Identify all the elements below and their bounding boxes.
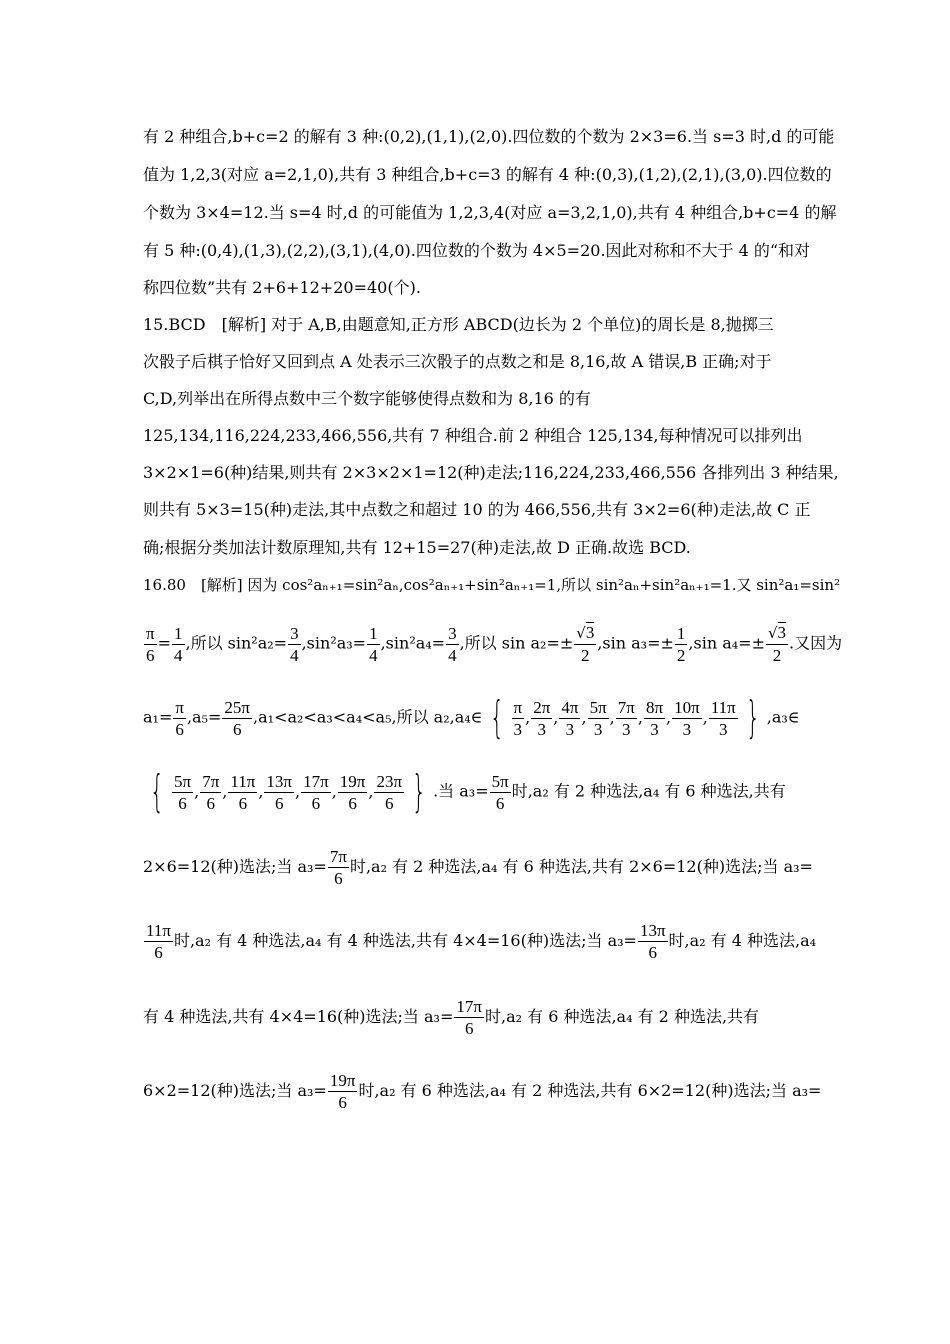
text-line: 3×2×1=6(种)结果,则共有 2×3×2×1=12(种)走法;116,224,233,466,556 各排列出 3 种结果, bbox=[143, 463, 839, 482]
fraction: $\frac{3}{4}$ bbox=[448, 623, 457, 665]
set-element-fraction: $\frac{5\pi}{6}$ bbox=[174, 771, 192, 813]
set-element-fraction: $\frac{\pi}{3}$ bbox=[513, 697, 523, 739]
fraction-root: $\frac{√3}{2}$ bbox=[767, 623, 787, 665]
fraction: $\frac{1}{4}$ bbox=[174, 623, 183, 665]
fraction: $\frac{\pi}{6}$ bbox=[175, 697, 184, 739]
text-line: 值为 1,2,3(对应 a=2,1,0),共有 3 种组合,b+c=3 的解有 4 种:(0,3),(1,2),(2,1),(3,0).四位数的 bbox=[143, 165, 832, 184]
formula-line: 有 4 种选法,共有 4×4=16(种)选法;当 a₃= $\frac{17\pi}{6}$ 时,a₂ 有 6 种选法,a₄ 有 2 种选法,共有 bbox=[143, 997, 760, 1038]
formula-line: $\frac{11\pi}{6}$ 时,a₂ 有 4 种选法,a₄ 有 4 种选法,共有 4×4=16(种)选法;当 a₃= $\frac{13\pi}{6}$ 时,a₂ 有 4 种选法,a₄ bbox=[146, 921, 817, 962]
fraction: $\frac{3}{4}$ bbox=[290, 623, 299, 665]
set-element-fraction: $\frac{23\pi}{6}$ bbox=[376, 771, 403, 813]
formula-line: a₁= $\frac{\pi}{6}$ ,a₅= $\frac{25\pi}{6}$ ,a₁<a₂<a₃<a₄<a₅,所以 a₂,a₄∈ { $\frac{\pi}{3}$ , $\frac{2\pi}{3}$ , $\frac{4\pi}{3}$ , $\frac{5\pi}{3}$ , $\frac{7\pi}{3}$ , $\frac{8\pi}{3}$ , $\frac{10\pi}{3}$ , $\frac{11\pi}{3}$ } ,a₃∈ bbox=[143, 692, 800, 743]
fraction: $\frac{\pi}{6}$ bbox=[146, 623, 155, 665]
text-line: 16.80 [解析] 因为 cos²aₙ₊₁=sin²aₙ,cos²aₙ₊₁+sin²aₙ₊₁=1,所以 sin²aₙ+sin²aₙ₊₁=1.又 sin²a₁=sin² bbox=[143, 576, 841, 594]
set-element-fraction: $\frac{10\pi}{3}$ bbox=[674, 697, 700, 739]
set-element-fraction: $\frac{7\pi}{6}$ bbox=[202, 771, 220, 813]
set-element-fraction: $\frac{11\pi}{6}$ bbox=[230, 771, 256, 813]
set-element-fraction: $\frac{7\pi}{3}$ bbox=[617, 697, 635, 739]
text-line: 则共有 5×3=15(种)走法,其中点数之和超过 10 的为 466,556,共有 3×2=6(种)走法,故 C 正 bbox=[143, 500, 811, 519]
fraction: $\frac{19\pi}{6}$ bbox=[329, 1071, 356, 1112]
fraction: $\frac{13\pi}{6}$ bbox=[639, 921, 666, 962]
text-line: C,D,列举出在所得点数中三个数字能够使得点数和为 8,16 的有 bbox=[143, 389, 591, 408]
set-element-fraction: $\frac{11\pi}{3}$ bbox=[710, 697, 736, 739]
formula-line: 2×6=12(种)选法;当 a₃= $\frac{7\pi}{6}$ 时,a₂ 有 2 种选法,a₄ 有 6 种选法,共有 2×6=12(种)选法;当 a₃= bbox=[143, 847, 813, 888]
fraction: $\frac{11\pi}{6}$ bbox=[146, 921, 171, 962]
text-line: 确;根据分类加法计数原理知,共有 12+15=27(种)走法,故 D 正确.故选 BCD. bbox=[143, 538, 691, 557]
text-line: 15.BCD [解析] 对于 A,B,由题意知,正方形 ABCD(边长为 2 个单位)的周长是 8,抛掷三 bbox=[143, 315, 774, 334]
text-line: 125,134,116,224,233,466,556,共有 7 种组合.前 2 种组合 125,134,每种情况可以排列出 bbox=[143, 426, 803, 445]
set-element-fraction: $\frac{13\pi}{6}$ bbox=[266, 771, 293, 813]
fraction: $\frac{1}{4}$ bbox=[369, 623, 378, 665]
set-a3: $\frac{5\pi}{6}$ , $\frac{7\pi}{6}$ , $\frac{11\pi}{6}$ , $\frac{13\pi}{6}$ , $\frac{17\pi}{6}$ , $\frac{19\pi}{6}$ , $\frac{23\pi}{6}$ bbox=[174, 771, 403, 813]
formula-line: $\frac{\pi}{6}$ = $\frac{1}{4}$ ,所以 sin²a₂= $\frac{3}{4}$ ,sin²a₃= $\frac{1}{4}$ ,sin²a₄= $\frac{3}{4}$ ,所以 sin a₂=± $\frac{√3}{2}$ ,sin a₃=± $\frac{1}{2}$ ,sin a₄=± $\frac{√3}{2}$ .又因为 bbox=[146, 623, 843, 665]
text-line: 称四位数”共有 2+6+12+20=40(个). bbox=[143, 278, 421, 297]
set-element-fraction: $\frac{19\pi}{6}$ bbox=[339, 771, 366, 813]
formula-line: { $\frac{5\pi}{6}$ , $\frac{7\pi}{6}$ , $\frac{11\pi}{6}$ , $\frac{13\pi}{6}$ , $\frac{17\pi}{6}$ , $\frac{19\pi}{6}$ , $\frac{23\pi}{6}$ } .当 a₃= $\frac{5\pi}{6}$ 时,a₂ 有 2 种选法,a₄ 有 6 种选法,共有 bbox=[150, 766, 786, 817]
fraction: $\frac{5\pi}{6}$ bbox=[491, 771, 509, 813]
set-element-fraction: $\frac{5\pi}{3}$ bbox=[589, 697, 607, 739]
set-a2-a4: $\frac{\pi}{3}$ , $\frac{2\pi}{3}$ , $\frac{4\pi}{3}$ , $\frac{5\pi}{3}$ , $\frac{7\pi}{3}$ , $\frac{8\pi}{3}$ , $\frac{10\pi}{3}$ , $\frac{11\pi}{3}$ bbox=[513, 697, 736, 739]
formula-line: 6×2=12(种)选法;当 a₃= $\frac{19\pi}{6}$ 时,a₂ 有 6 种选法,a₄ 有 2 种选法,共有 6×2=12(种)选法;当 a₃= bbox=[143, 1071, 822, 1112]
set-element-fraction: $\frac{17\pi}{6}$ bbox=[303, 771, 329, 813]
text-line: 个数为 3×4=12.当 s=4 时,d 的可能值为 1,2,3,4(对应 a=3,2,1,0),共有 4 种组合,b+c=4 的解 bbox=[143, 203, 837, 222]
text-line: 有 2 种组合,b+c=2 的解有 3 种:(0,2),(1,1),(2,0).四位数的个数为 2×3=6.当 s=3 时,d 的可能 bbox=[143, 127, 835, 146]
fraction: $\frac{25\pi}{6}$ bbox=[224, 697, 250, 739]
text-line: 有 5 种:(0,4),(1,3),(2,2),(3,1),(4,0).四位数的个数为 4×5=20.因此对称和不大于 4 的“和对 bbox=[143, 241, 811, 260]
fraction-root: $\frac{√3}{2}$ bbox=[576, 623, 595, 665]
set-element-fraction: $\frac{2\pi}{3}$ bbox=[533, 697, 551, 739]
fraction: $\frac{17\pi}{6}$ bbox=[456, 997, 482, 1038]
text-line: 次骰子后棋子恰好又回到点 A 处表示三次骰子的点数之和是 8,16,故 A 错误,B 正确;对于 bbox=[143, 352, 772, 371]
fraction: $\frac{1}{2}$ bbox=[676, 623, 686, 665]
set-element-fraction: $\frac{4\pi}{3}$ bbox=[561, 697, 579, 739]
set-element-fraction: $\frac{8\pi}{3}$ bbox=[645, 697, 664, 739]
fraction: $\frac{7\pi}{6}$ bbox=[329, 847, 347, 888]
